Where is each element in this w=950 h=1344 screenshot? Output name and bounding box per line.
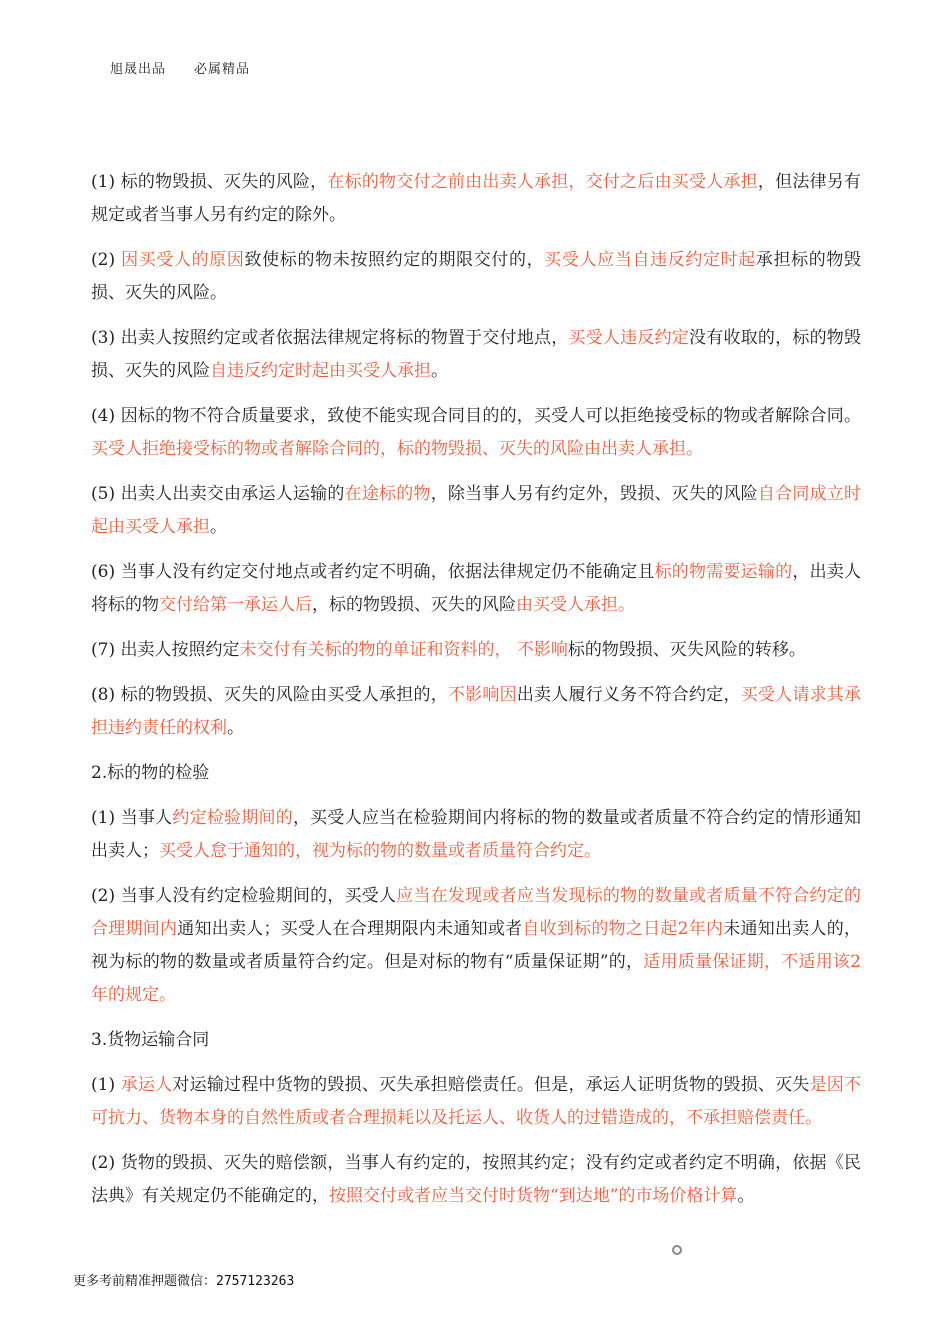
body-text: 。 xyxy=(431,361,448,381)
body-text: 。 xyxy=(227,718,244,738)
paragraph xyxy=(91,1024,861,1057)
highlight-text: 在途标的物 xyxy=(344,484,431,504)
paragraph xyxy=(91,244,861,310)
highlight-text: 自合同成立时起由买受人承担 xyxy=(91,484,862,537)
body-text: 未通知出卖人的，视为标的物的数量或者质量符合约定。但是对标的物有“质量保证期”的， xyxy=(91,919,862,972)
body-text: (7) 出卖人按照约定 xyxy=(91,640,240,660)
body-text: ，除当事人另有约定外，毁损、灭失的风险 xyxy=(430,484,758,504)
body-text: ，出卖人将标的物 xyxy=(91,562,862,615)
page-header xyxy=(110,58,250,77)
highlight-text: 是因不可抗力、货物本身的自然性质或者合理损耗以及托运人、收货人的过错造成的，不承担赔偿责任。 xyxy=(91,1075,862,1128)
highlight-text: 不影响因 xyxy=(447,685,517,705)
body-text: (6) 当事人没有约定交付地点或者约定不明确，依据法律规定仍不能确定且 xyxy=(91,562,655,582)
highlight-text: 因买受人的原因 xyxy=(121,250,245,270)
body-text: (1) 标的物毁损、灭失的风险， xyxy=(91,172,328,192)
highlight-text: 应当在发现或者应当发现标的物的数量或者质量不符合约定的合理期间内 xyxy=(91,886,862,939)
body-text: 出卖人履行义务不符合约定， xyxy=(516,685,741,705)
body-text: 对运输过程中货物的毁损、灭失承担赔偿责任。但是，承运人证明货物的毁损、灭失 xyxy=(172,1075,810,1095)
body-text: 2.标的物的检验 xyxy=(91,763,210,783)
body-text: (2) 当事人没有约定检验期间的，买受人 xyxy=(91,886,397,906)
highlight-text: 适用质量保证期，不适用该2年的规定。 xyxy=(91,952,861,1005)
body-text: (3) 出卖人按照约定或者依据法律规定将标的物置于交付地点， xyxy=(91,328,569,348)
document-body xyxy=(91,166,861,1225)
body-text: (2) 货物的毁损、灭失的赔偿额，当事人有约定的，按照其约定；没有约定或者约定不明确，依据《民法典》有关规定仍不能确定的， xyxy=(91,1153,861,1206)
body-text: (8) 标的物毁损、灭失的风险由买受人承担的， xyxy=(91,685,448,705)
paragraph xyxy=(91,322,861,388)
body-text: 3.货物运输合同 xyxy=(91,1030,210,1050)
paragraph xyxy=(91,757,861,790)
paragraph xyxy=(91,166,861,232)
paragraph xyxy=(91,400,861,466)
body-text: 。 xyxy=(737,1186,755,1206)
body-text: (2) xyxy=(91,250,122,270)
highlight-text: 买受人拒绝接受标的物或者解除合同的，标的物毁损、灭失的风险由出卖人承担。 xyxy=(91,439,703,459)
paragraph xyxy=(91,556,861,622)
page-footer: 更多考前精准押题微信：2757123263 xyxy=(73,1274,295,1289)
highlight-text: 标的物需要运输的 xyxy=(654,562,793,582)
paragraph xyxy=(91,1069,861,1135)
paragraph xyxy=(91,802,861,868)
highlight-text: 未交付有关标的物的单证和资料的， xyxy=(239,640,512,660)
highlight-text: 买受人怠于通知的，视为标的物的数量或者质量符合约定。 xyxy=(159,841,601,861)
page-mark-icon xyxy=(672,1245,682,1255)
paragraph xyxy=(91,634,861,667)
highlight-text: 约定检验期间的 xyxy=(172,808,293,828)
highlight-text: 由买受人承担。 xyxy=(516,595,635,615)
body-text: ，但法律另有规定或者当事人另有约定的除外。 xyxy=(91,172,862,225)
highlight-text: 买受人违反约定 xyxy=(568,328,690,348)
body-text: 。 xyxy=(210,517,227,537)
body-text: (1) xyxy=(91,1075,121,1095)
body-text: 标的物毁损、灭失风险的转移。 xyxy=(567,640,806,660)
highlight-text: 自收到标的物之日起2年内 xyxy=(522,919,724,939)
highlight-text: 买受人应当自违反约定时起 xyxy=(544,250,756,270)
highlight-text: 不影响 xyxy=(516,640,568,660)
body-text: 承担标的物毁损、灭失的风险。 xyxy=(91,250,862,303)
body-text: 通知出卖人；买受人在合理期限内未通知或者 xyxy=(177,919,523,939)
header-brand: 旭晟出品 xyxy=(110,62,167,77)
body-text: (4) 因标的物不符合质量要求，致使不能实现合同目的的，买受人可以拒绝接受标的物或者解除合同。 xyxy=(91,406,861,426)
body-text: ，标的物毁损、灭失的风险 xyxy=(312,595,516,615)
highlight-text: 交付给第一承运人后 xyxy=(159,595,312,615)
body-text: (5) 出卖人出卖交由承运人运输的 xyxy=(91,484,345,504)
highlight-text: 在标的物交付之前由出卖人承担，交付之后由买受人承担 xyxy=(327,172,758,192)
header-slogan: 必属精品 xyxy=(194,62,251,77)
highlight-text: 承运人 xyxy=(120,1075,173,1095)
paragraph xyxy=(91,478,861,544)
paragraph xyxy=(91,880,861,1012)
body-text: 致使标的物未按照约定的期限交付的， xyxy=(244,250,545,270)
highlight-text: 自违反约定时起由买受人承担 xyxy=(210,361,431,381)
highlight-text: 买受人请求其承担违约责任的权利 xyxy=(91,685,862,738)
body-text: (1) 当事人 xyxy=(91,808,173,828)
paragraph xyxy=(91,1147,861,1213)
body-text: ，买受人应当在检验期间内将标的物的数量或者质量不符合约定的情形通知出卖人； xyxy=(91,808,862,861)
paragraph xyxy=(91,679,861,745)
body-text: 没有收取的，标的物毁损、灭失的风险 xyxy=(91,328,862,381)
highlight-text: 按照交付或者应当交付时货物“到达地”的市场价格计算 xyxy=(329,1186,738,1206)
